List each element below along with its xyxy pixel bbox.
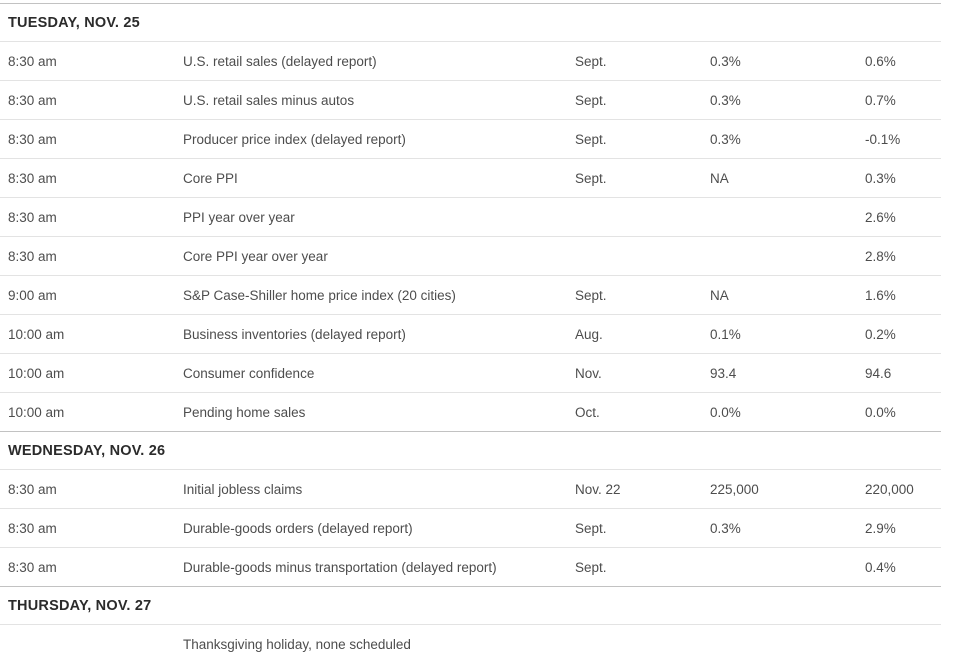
report-cell: Consumer confidence bbox=[183, 365, 315, 381]
period-cell: Nov. 22 bbox=[575, 481, 621, 497]
report-cell: U.S. retail sales minus autos bbox=[183, 92, 355, 108]
previous-cell: 0.4% bbox=[865, 559, 896, 575]
time-cell: 8:30 am bbox=[8, 520, 57, 536]
section-header bbox=[0, 587, 941, 624]
calendar-row bbox=[0, 158, 941, 197]
previous-cell: 2.9% bbox=[865, 520, 896, 536]
economic-calendar-table bbox=[0, 3, 941, 663]
report-cell: Pending home sales bbox=[183, 404, 306, 420]
time-cell: 10:00 am bbox=[8, 326, 65, 342]
section-title: THURSDAY, NOV. 27 bbox=[8, 597, 152, 614]
previous-cell: 220,000 bbox=[865, 481, 914, 497]
section-header bbox=[0, 432, 941, 469]
time-cell: 8:30 am bbox=[8, 248, 57, 264]
report-cell: Thanksgiving holiday, none scheduled bbox=[183, 636, 411, 652]
period-cell: Sept. bbox=[575, 520, 607, 536]
calendar-row bbox=[0, 547, 941, 586]
period-cell: Sept. bbox=[575, 92, 607, 108]
period-cell: Oct. bbox=[575, 404, 600, 420]
forecast-cell: 0.3% bbox=[710, 53, 741, 69]
calendar-row bbox=[0, 275, 941, 314]
period-cell: Sept. bbox=[575, 131, 607, 147]
forecast-cell: NA bbox=[710, 287, 729, 303]
report-cell: Business inventories (delayed report) bbox=[183, 326, 406, 342]
period-cell: Sept. bbox=[575, 53, 607, 69]
report-cell: Producer price index (delayed report) bbox=[183, 131, 406, 147]
report-cell: Core PPI bbox=[183, 170, 238, 186]
previous-cell: -0.1% bbox=[865, 131, 901, 147]
section-title: TUESDAY, NOV. 25 bbox=[8, 14, 140, 31]
section-header bbox=[0, 4, 941, 41]
previous-cell: 0.2% bbox=[865, 326, 896, 342]
previous-cell: 2.8% bbox=[865, 248, 896, 264]
report-cell: Durable-goods minus transportation (delayed report) bbox=[183, 559, 497, 575]
period-cell: Sept. bbox=[575, 170, 607, 186]
section-title: WEDNESDAY, NOV. 26 bbox=[8, 442, 166, 459]
previous-cell: 0.6% bbox=[865, 53, 896, 69]
report-cell: S&P Case-Shiller home price index (20 cities) bbox=[183, 287, 456, 303]
calendar-row bbox=[0, 197, 941, 236]
time-cell: 8:30 am bbox=[8, 170, 57, 186]
period-cell: Aug. bbox=[575, 326, 603, 342]
calendar-row bbox=[0, 508, 941, 547]
period-cell: Nov. bbox=[575, 365, 602, 381]
calendar-row bbox=[0, 119, 941, 158]
time-cell: 8:30 am bbox=[8, 53, 57, 69]
report-cell: Core PPI year over year bbox=[183, 248, 328, 264]
previous-cell: 2.6% bbox=[865, 209, 896, 225]
calendar-row bbox=[0, 236, 941, 275]
calendar-row bbox=[0, 41, 941, 80]
time-cell: 8:30 am bbox=[8, 559, 57, 575]
report-cell: PPI year over year bbox=[183, 209, 295, 225]
forecast-cell: NA bbox=[710, 170, 729, 186]
forecast-cell: 93.4 bbox=[710, 365, 737, 381]
forecast-cell: 0.3% bbox=[710, 92, 741, 108]
report-cell: Durable-goods orders (delayed report) bbox=[183, 520, 413, 536]
time-cell: 8:30 am bbox=[8, 481, 57, 497]
previous-cell: 0.7% bbox=[865, 92, 896, 108]
previous-cell: 94.6 bbox=[865, 365, 892, 381]
time-cell: 8:30 am bbox=[8, 92, 57, 108]
report-cell: Initial jobless claims bbox=[183, 481, 303, 497]
calendar-row bbox=[0, 392, 941, 431]
calendar-section bbox=[0, 586, 941, 663]
previous-cell: 0.0% bbox=[865, 404, 896, 420]
forecast-cell: 0.3% bbox=[710, 131, 741, 147]
calendar-section bbox=[0, 3, 941, 431]
time-cell: 10:00 am bbox=[8, 365, 65, 381]
calendar-row bbox=[0, 314, 941, 353]
forecast-cell: 0.1% bbox=[710, 326, 741, 342]
report-cell: U.S. retail sales (delayed report) bbox=[183, 53, 377, 69]
period-cell: Sept. bbox=[575, 287, 607, 303]
forecast-cell: 0.0% bbox=[710, 404, 741, 420]
previous-cell: 1.6% bbox=[865, 287, 896, 303]
time-cell: 10:00 am bbox=[8, 404, 65, 420]
time-cell: 8:30 am bbox=[8, 131, 57, 147]
previous-cell: 0.3% bbox=[865, 170, 896, 186]
forecast-cell: 225,000 bbox=[710, 481, 759, 497]
forecast-cell: 0.3% bbox=[710, 520, 741, 536]
calendar-row bbox=[0, 80, 941, 119]
calendar-section bbox=[0, 431, 941, 586]
calendar-row bbox=[0, 469, 941, 508]
period-cell: Sept. bbox=[575, 559, 607, 575]
calendar-row bbox=[0, 353, 941, 392]
time-cell: 9:00 am bbox=[8, 287, 57, 303]
calendar-row bbox=[0, 624, 941, 663]
time-cell: 8:30 am bbox=[8, 209, 57, 225]
